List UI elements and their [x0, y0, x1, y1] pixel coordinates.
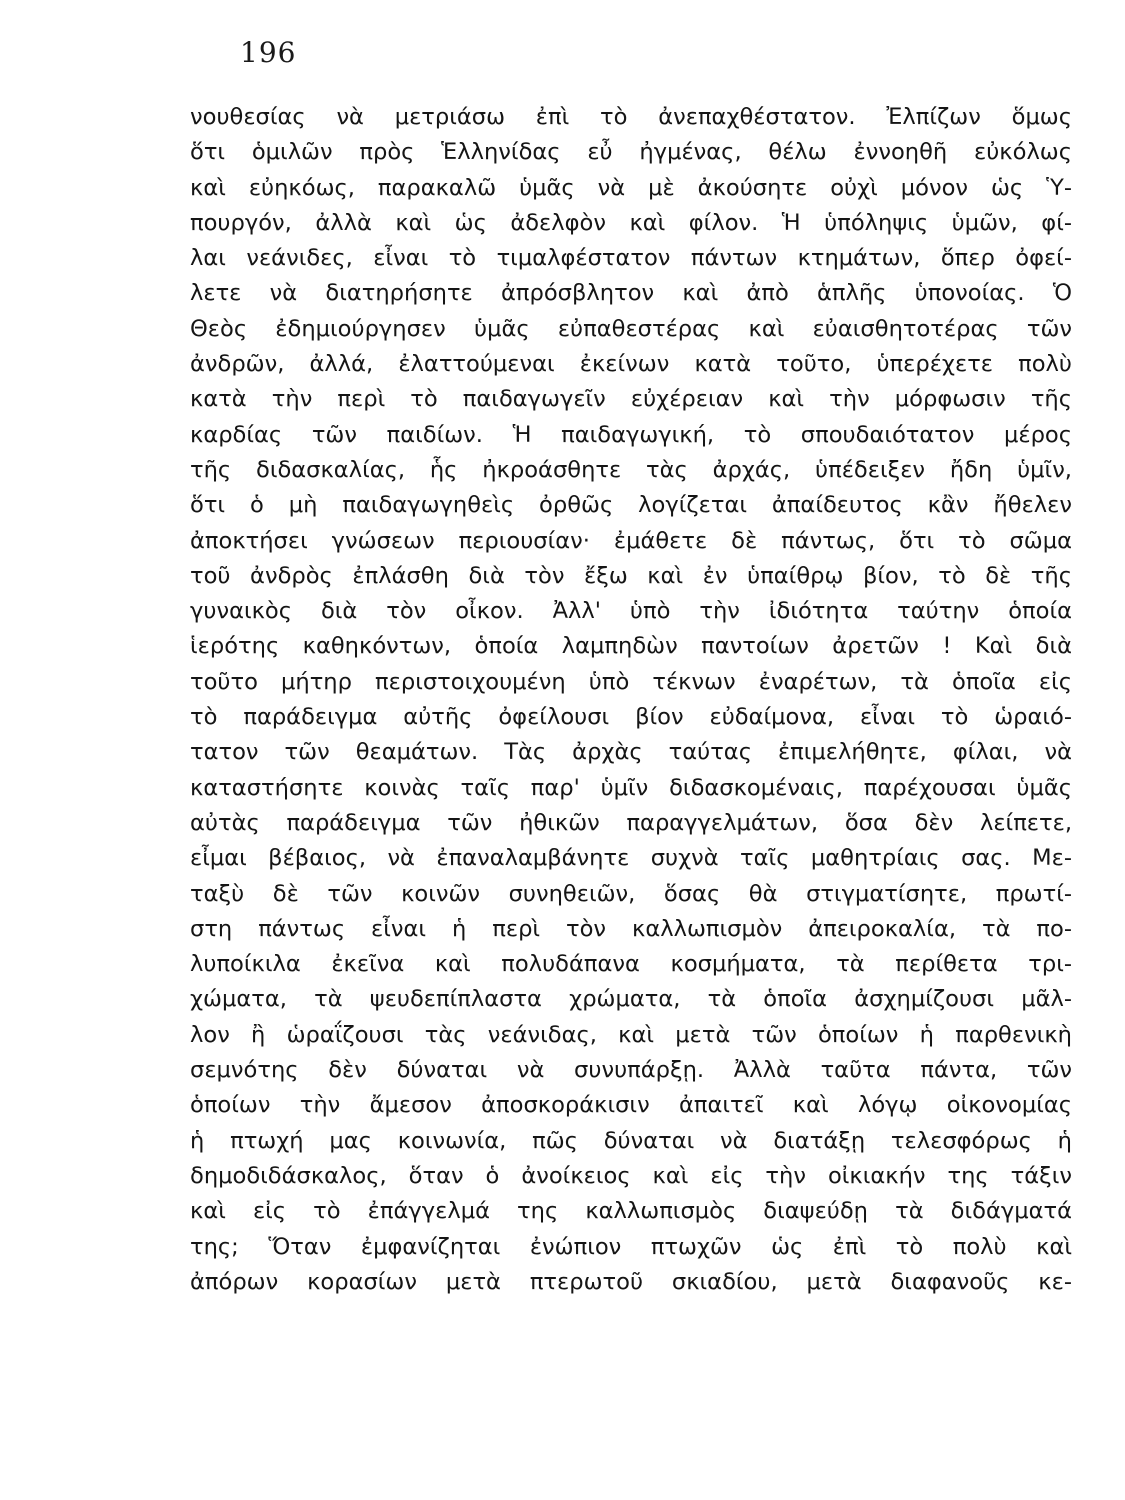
- text-line: δημοδιδάσκαλος, ὅταν ὁ ἀνοίκειος καὶ εἰς τὴν οἰκιακήν της τάξιν: [190, 1162, 1072, 1189]
- text-line: λετε νὰ διατηρήσητε ἀπρόσβλητον καὶ ἀπὸ ἁπλῆς ὑπονοίας. Ὁ: [190, 280, 1072, 307]
- text-line: καρδίας τῶν παιδίων. Ἡ παιδαγωγική, τὸ σπουδαιότατον μέρος: [190, 421, 1072, 448]
- text-line: νουθεσίας νὰ μετριάσω ἐπὶ τὸ ἀνεπαχθέστατον. Ἐλπίζων ὅμως: [190, 104, 1072, 130]
- text-line: καταστήσητε κοινὰς ταῖς παρ' ὑμῖν διδασκομέναις, παρέχουσαι ὑμᾶς: [190, 774, 1072, 801]
- text-line: στη πάντως εἶναι ἡ περὶ τὸν καλλωπισμὸν ἀπειροκαλία, τὰ πο-: [190, 915, 1072, 942]
- text-line: της; Ὅταν ἐμφανίζηται ἐνώπιον πτωχῶν ὡς ἐπὶ τὸ πολὺ καὶ: [190, 1233, 1072, 1260]
- text-line: κατὰ τὴν περὶ τὸ παιδαγωγεῖν εὐχέρειαν καὶ τὴν μόρφωσιν τῆς: [190, 386, 1072, 413]
- text-line: εἶμαι βέβαιος, νὰ ἐπαναλαμβάνητε συχνὰ ταῖς μαθητρίαις σας. Με-: [190, 845, 1072, 872]
- text-line: λον ἢ ὡραΐζουσι τὰς νεάνιδας, καὶ μετὰ τῶν ὁποίων ἡ παρθενικὴ: [190, 1021, 1072, 1048]
- page-number: 196: [240, 36, 297, 69]
- text-line: τοῦτο μήτηρ περιστοιχουμένη ὑπὸ τέκνων ἐναρέτων, τὰ ὁποῖα εἰς: [190, 668, 1072, 695]
- text-line: ὁποίων τὴν ἄμεσον ἀποσκοράκισιν ἀπαιτεῖ καὶ λόγῳ οἰκονομίας: [190, 1092, 1072, 1119]
- text-line: καὶ εἰς τὸ ἐπάγγελμά της καλλωπισμὸς διαψεύδῃ τὰ διδάγματά: [190, 1198, 1072, 1225]
- text-line: τῆς διδασκαλίας, ἧς ἠκροάσθητε τὰς ἀρχάς, ὑπέδειξεν ἤδη ὑμῖν,: [190, 456, 1072, 483]
- text-line: τὸ παράδειγμα αὐτῆς ὀφείλουσι βίον εὐδαίμονα, εἶναι τὸ ὡραιό-: [190, 704, 1072, 731]
- text-line: τατον τῶν θεαμάτων. Τὰς ἀρχὰς ταύτας ἐπιμελήθητε, φίλαι, νὰ: [190, 739, 1072, 766]
- text-line: τοῦ ἀνδρὸς ἐπλάσθη διὰ τὸν ἔξω καὶ ἐν ὑπαίθρῳ βίον, τὸ δὲ τῆς: [190, 562, 1072, 589]
- text-line: καὶ εὐηκόως, παρακαλῶ ὑμᾶς νὰ μὲ ἀκούσητε οὐχὶ μόνον ὡς Ὑ-: [190, 174, 1072, 201]
- text-line: ἀπόρων κορασίων μετὰ πτερωτοῦ σκιαδίου, μετὰ διαφανοῦς κε-: [190, 1268, 1072, 1295]
- text-line: ἡ πτωχή μας κοινωνία, πῶς δύναται νὰ διατάξῃ τελεσφόρως ἡ: [190, 1127, 1072, 1154]
- body-text: [190, 100, 1072, 1300]
- text-line: γυναικὸς διὰ τὸν οἶκον. Ἀλλ' ὑπὸ τὴν ἰδιότητα ταύτην ὁποία: [190, 598, 1072, 625]
- text-line: ἱερότης καθηκόντων, ὁποία λαμπηδὼν παντοίων ἀρετῶν ! Καὶ διὰ: [190, 633, 1072, 660]
- text-line: σεμνότης δὲν δύναται νὰ συνυπάρξῃ. Ἀλλὰ ταῦτα πάντα, τῶν: [190, 1057, 1072, 1084]
- text-line: Θεὸς ἐδημιούργησεν ὑμᾶς εὐπαθεστέρας καὶ εὐαισθητοτέρας τῶν: [190, 315, 1072, 342]
- text-line: πουργόν, ἀλλὰ καὶ ὡς ἀδελφὸν καὶ φίλον. Ἡ ὑπόληψις ὑμῶν, φί-: [190, 209, 1072, 236]
- text-line: ἀνδρῶν, ἀλλά, ἐλαττούμεναι ἐκείνων κατὰ τοῦτο, ὑπερέχετε πολὺ: [190, 351, 1072, 378]
- text-line: ὅτι ὁμιλῶν πρὸς Ἑλληνίδας εὖ ἠγμένας, θέλω ἐννοηθῆ εὐκόλως: [190, 139, 1072, 166]
- text-line: ἀποκτήσει γνώσεων περιουσίαν· ἐμάθετε δὲ πάντως, ὅτι τὸ σῶμα: [190, 527, 1072, 554]
- text-line: λυποίκιλα ἐκεῖνα καὶ πολυδάπανα κοσμήματα, τὰ περίθετα τρι-: [190, 951, 1072, 978]
- text-line: λαι νεάνιδες, εἶναι τὸ τιμαλφέστατον πάντων κτημάτων, ὅπερ ὀφεί-: [190, 245, 1072, 272]
- text-line: ὅτι ὁ μὴ παιδαγωγηθεὶς ὀρθῶς λογίζεται ἀπαίδευτος κἂν ἤθελεν: [190, 492, 1072, 519]
- text-line: χώματα, τὰ ψευδεπίπλαστα χρώματα, τὰ ὁποῖα ἀσχημίζουσι μᾶλ-: [190, 986, 1072, 1013]
- text-line: αὐτὰς παράδειγμα τῶν ἠθικῶν παραγγελμάτων, ὅσα δὲν λείπετε,: [190, 809, 1072, 836]
- text-line: ταξὺ δὲ τῶν κοινῶν συνηθειῶν, ὅσας θὰ στιγματίσητε, πρωτί-: [190, 880, 1072, 907]
